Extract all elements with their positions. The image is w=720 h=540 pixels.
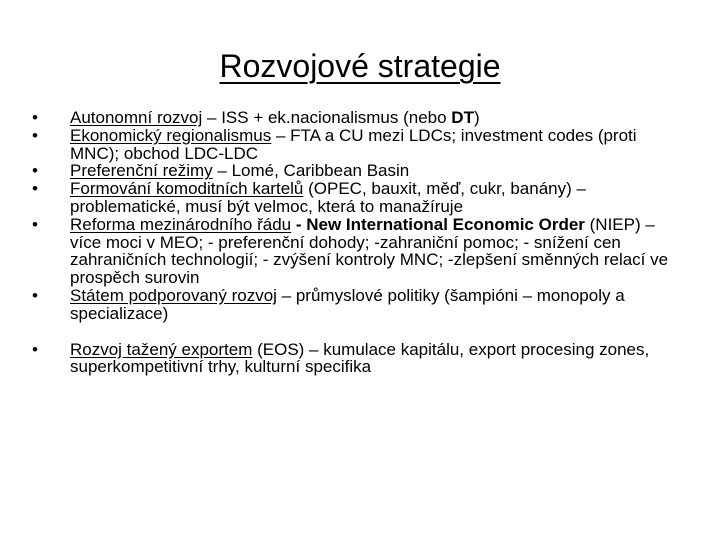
item-term: Formování komoditních kartelů [70, 179, 304, 199]
item-text: – Lomé, Caribbean Basin [212, 161, 410, 181]
item-text: (EOS) – kumulace kapitálu, export procesing zones, superkompetitivní trhy, kulturní specifika [70, 339, 650, 377]
list-item [28, 109, 688, 127]
item-text: (OPEC, bauxit, měď, cukr, banány) – problematické, musí být velmoc, která to manažíruje [70, 179, 586, 216]
item-term: Rozvoj tažený exportem [70, 339, 253, 359]
item-term: Státem podporovaný rozvoj [70, 285, 277, 305]
list-item [28, 162, 688, 180]
bullet-list [28, 109, 688, 376]
bullet-point: • [32, 285, 38, 305]
list-item [28, 180, 688, 216]
list-item [28, 216, 688, 287]
item-term: Autonomní rozvoj [70, 108, 203, 127]
bullet-point: • [32, 125, 38, 145]
slide-title: Rozvojové strategie [219, 48, 501, 84]
list-item [28, 127, 688, 163]
item-term: Ekonomický regionalismus [70, 125, 272, 145]
item-term: Reforma mezinárodního řádu [70, 214, 292, 234]
item-text: – průmyslové politiky (šampióni – monopoly a specializace) [70, 285, 625, 323]
item-term: Preferenční režimy [70, 161, 213, 181]
item-bold-text: DT [451, 108, 474, 127]
item-bold-text: - New International Economic Order [291, 214, 585, 234]
bullet-point: • [32, 214, 38, 234]
item-text: – FTA a CU mezi LDCs; investment codes (proti MNC); obchod LDC-LDC [70, 125, 637, 163]
item-text: (NIEP) – více moci v MEO; - preferenční dohody; -zahraniční pomoc; - snížení cen zahraničních technologií; - zvýšení kontroly MNC; -zlepšení směnných relací ve prospěch surovin [70, 214, 669, 288]
bullet-point: • [32, 179, 38, 199]
item-text: ) [473, 108, 480, 127]
list-item [28, 341, 688, 377]
bullet-point: • [32, 108, 38, 127]
bullet-point: • [32, 339, 38, 359]
list-item [28, 287, 688, 323]
item-text: – ISS + ek.nacionalismus (nebo [202, 108, 452, 127]
bullet-point: • [32, 161, 38, 181]
